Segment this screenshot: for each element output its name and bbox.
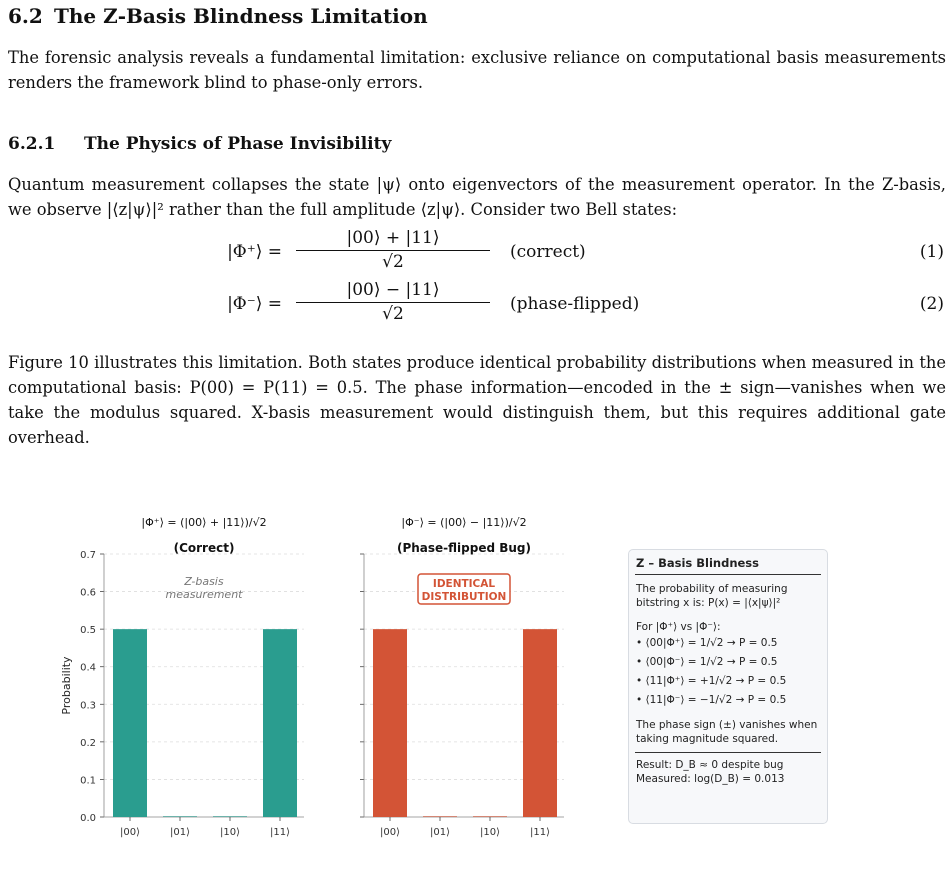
annotation-line: Z-basis: [184, 575, 224, 588]
y-tick-label: 0.2: [80, 737, 96, 749]
equation-tag: (phase-flipped): [510, 294, 640, 314]
x-tick-label: |10⟩: [220, 827, 240, 838]
y-axis-label: Probability: [60, 656, 73, 715]
equation-fraction: [296, 280, 490, 324]
equation-tag: (correct): [510, 242, 586, 262]
annotation-line: DISTRIBUTION: [421, 591, 507, 603]
chart-title: (Phase-flipped Bug): [396, 541, 532, 555]
annotation-line: measurement: [165, 588, 243, 601]
bar: [163, 816, 197, 817]
x-tick-label: |10⟩: [480, 827, 500, 838]
equation-denominator: √2: [382, 304, 404, 324]
figure-paragraph: Figure 10 illustrates this limitation. Both states produce identical probability distributions when measured in the computational basis: P(00) = P(11) = 0.5. The phase information—encoded in the ± sign—vanishes when we take the modulus squared. X-basis measurement would distinguish them, but this requires additional gate overhead.: [8, 353, 946, 447]
equation-fraction: [296, 228, 490, 272]
subsection-title: The Physics of Phase Invisibility: [84, 134, 392, 154]
x-tick-label: |00⟩: [380, 827, 400, 838]
subsection-number: 6.2.1: [8, 134, 56, 154]
y-tick-label: 0.0: [80, 813, 96, 824]
x-tick-label: |00⟩: [120, 827, 140, 838]
section-title: The Z-Basis Blindness Limitation: [54, 4, 428, 28]
panel-bullet: • ⟨11|Φ⁻⟩ = −1/√2 → P = 0.5: [636, 694, 787, 706]
annotation-line: IDENTICAL: [432, 578, 496, 590]
panel-note: The phase sign (±) vanishes when taking magnitude squared.: [636, 719, 818, 745]
bar: [373, 629, 407, 817]
section-intro: The forensic analysis reveals a fundamental limitation: exclusive reliance on computational basis measurements renders the framework blind to phase-only errors.: [8, 48, 946, 92]
info-panel: [628, 549, 828, 824]
panel-compare-label: For |Φ⁺⟩ vs |Φ⁻⟩:: [636, 621, 721, 633]
bar: [113, 629, 147, 817]
y-tick-label: 0.6: [80, 587, 96, 599]
chart-title: (Correct): [173, 541, 235, 555]
equation-denominator: √2: [382, 252, 404, 272]
y-tick-label: 0.1: [80, 775, 96, 787]
equation-2: [0, 280, 950, 332]
panel-bullet: • ⟨11|Φ⁺⟩ = +1/√2 → P = 0.5: [636, 675, 787, 687]
x-tick-label: |01⟩: [170, 827, 190, 838]
equation-number: (2): [919, 294, 944, 314]
panel-bullet: • ⟨00|Φ⁻⟩ = 1/√2 → P = 0.5: [636, 656, 778, 668]
equation-lhs: |Φ⁻⟩ =: [227, 294, 282, 314]
y-tick-label: 0.7: [80, 550, 96, 561]
section-heading: [8, 4, 428, 28]
equation-lhs: |Φ⁺⟩ =: [227, 242, 282, 262]
equation-numerator: |00⟩ + |11⟩: [296, 228, 490, 251]
panel-result: Result: D_B ≈ 0 despite bug: [636, 759, 784, 771]
y-tick-label: 0.4: [80, 662, 96, 674]
bar: [523, 629, 557, 817]
x-tick-label: |01⟩: [430, 827, 450, 838]
chart-title-formula: |Φ⁻⟩ = (|00⟩ − |11⟩)/√2: [401, 516, 527, 529]
bar: [473, 816, 507, 817]
y-tick-label: 0.5: [80, 625, 96, 637]
subsection-paragraph: Quantum measurement collapses the state |ψ⟩ onto eigenvectors of the measurement operator. In the Z-basis, we observe |⟨z|ψ⟩|² rather than the full amplitude ⟨z|ψ⟩. Consider two Bell states:: [8, 175, 946, 219]
bar: [213, 816, 247, 817]
x-tick-label: |11⟩: [270, 827, 290, 838]
x-tick-label: |11⟩: [530, 827, 550, 838]
y-tick-label: 0.3: [80, 700, 96, 712]
equation-number: (1): [919, 242, 944, 262]
subsection-heading: [8, 134, 391, 154]
panel-measured: Measured: log(D_B) = 0.013: [636, 773, 785, 785]
equation-1: [0, 228, 950, 280]
chart-title-formula: |Φ⁺⟩ = (|00⟩ + |11⟩)/√2: [141, 516, 267, 529]
bar: [423, 816, 457, 817]
equation-numerator: |00⟩ − |11⟩: [296, 280, 490, 303]
panel-bullet: • ⟨00|Φ⁺⟩ = 1/√2 → P = 0.5: [636, 637, 778, 649]
panel-definition: The probability of measuring bitstring x is: P(x) = |⟨x|ψ⟩|²: [636, 583, 788, 609]
section-number: 6.2: [8, 4, 43, 28]
panel-title: Z – Basis Blindness: [636, 556, 760, 570]
bar: [263, 629, 297, 817]
